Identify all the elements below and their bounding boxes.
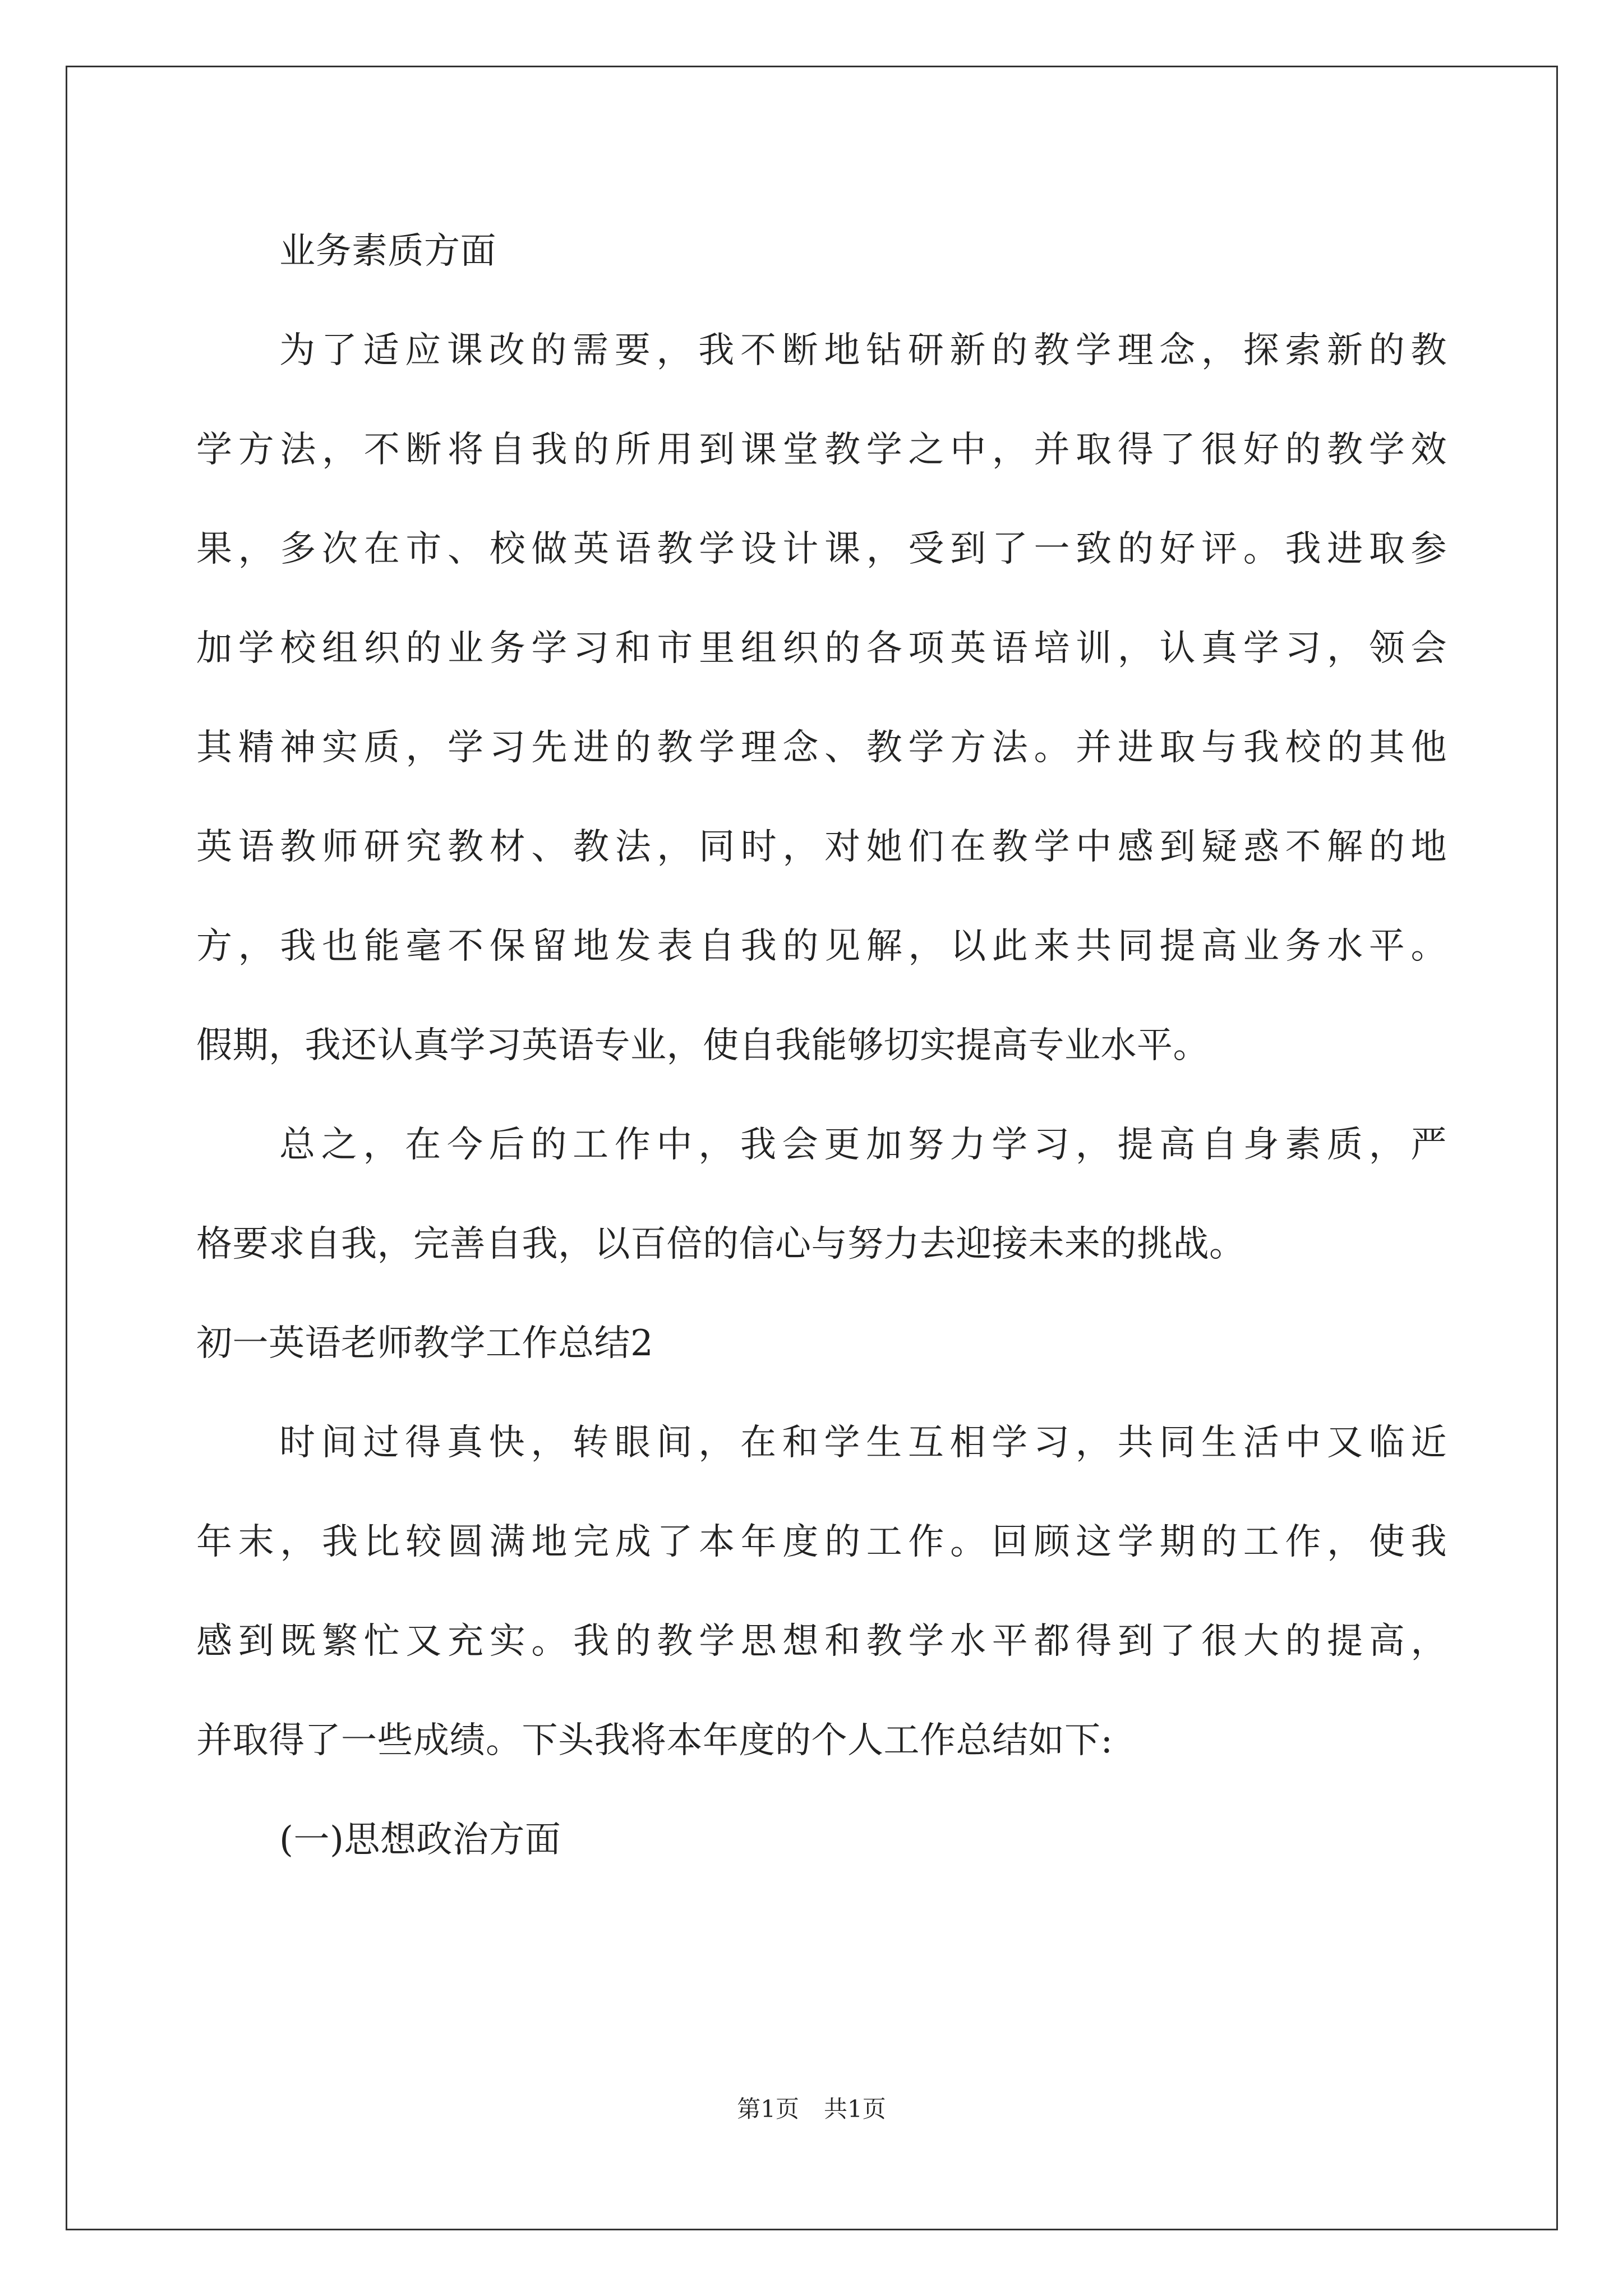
page-total: 共1页 bbox=[824, 2095, 886, 2123]
paragraph-line: 总之，在今后的工作中，我会更加努力学习，提高自身素质，严 bbox=[279, 1124, 1447, 1166]
document-body bbox=[196, 202, 1447, 1890]
paragraph-line: 英语教师研究教材、教法，同时，对她们在教学中感到疑惑不解的地 bbox=[196, 826, 1447, 868]
paragraph-line: 其精神实质，学习先进的教学理念、教学方法。并进取与我校的其他 bbox=[196, 727, 1447, 769]
paragraph-line: 加学校组织的业务学习和市里组织的各项英语培训，认真学习，领会 bbox=[196, 628, 1447, 669]
paragraph-line: 年末，我比较圆满地完成了本年度的工作。回顾这学期的工作，使我 bbox=[196, 1521, 1447, 1563]
paragraph-line: 感到既繁忙又充实。我的教学思想和教学水平都得到了很大的提高， bbox=[196, 1621, 1447, 1662]
paragraph-line: 格要求自我，完善自我，以百倍的信心与努力去迎接未来的挑战。 bbox=[196, 1223, 1246, 1265]
section-heading: 业务素质方面 bbox=[279, 231, 496, 272]
paragraph-line: 假期，我还认真学习英语专业，使自我能够切实提高专业水平。 bbox=[196, 1025, 1209, 1066]
page-number: 第1页 bbox=[737, 2095, 799, 2123]
paragraph-line: 为了适应课改的需要，我不断地钻研新的教学理念，探索新的教 bbox=[279, 330, 1447, 371]
paragraph-line: 并取得了一些成绩。下头我将本年度的个人工作总结如下: bbox=[196, 1720, 1113, 1761]
paragraph-line: 学方法，不断将自我的所用到课堂教学之中，并取得了很好的教学效 bbox=[196, 429, 1447, 471]
document-title: 初一英语老师教学工作总结2 bbox=[196, 1323, 654, 1364]
paragraph-line: 果，多次在市、校做英语教学设计课，受到了一致的好评。我进取参 bbox=[196, 528, 1447, 570]
page-footer bbox=[0, 2092, 1623, 2126]
paragraph-line: 时间过得真快，转眼间，在和学生互相学习，共同生活中又临近 bbox=[279, 1422, 1447, 1464]
paragraph-line: 方，我也能毫不保留地发表自我的见解，以此来共同提高业务水平。 bbox=[196, 926, 1447, 967]
section-heading: (一)思想政治方面 bbox=[279, 1819, 561, 1861]
